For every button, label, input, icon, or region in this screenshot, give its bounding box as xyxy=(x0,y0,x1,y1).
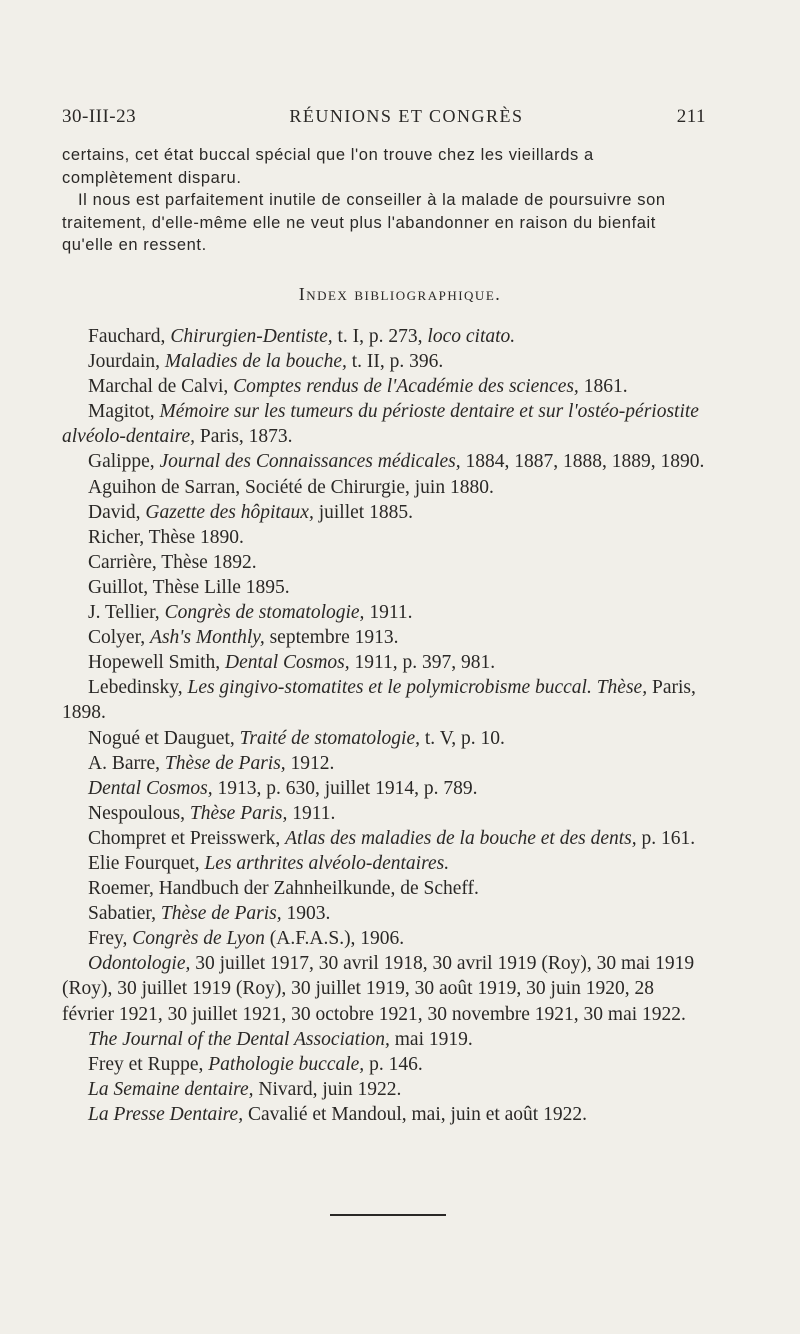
entry-title: Thèse de Paris, xyxy=(164,752,286,774)
entry-text: Jourdain, xyxy=(88,351,165,373)
entry-text: t. V, p. 10. xyxy=(420,727,505,749)
entry-title: Dental Cosmos, xyxy=(88,777,213,799)
entry-text: Nivard, juin 1922. xyxy=(253,1078,402,1100)
entry-title: Les gingivo-stomatites et le polymicrobisme buccal. Thèse, xyxy=(187,677,648,699)
entry-title: Chirurgien-Dentiste, xyxy=(170,326,333,347)
bibliography-entry xyxy=(62,600,706,625)
entry-text: Elie Fourquet, xyxy=(88,852,205,874)
bibliography-entry xyxy=(62,826,706,851)
entry-title: Congrès de stomatologie, xyxy=(164,602,365,624)
entry-text: septembre 1913. xyxy=(264,627,399,649)
entry-text: Marchal de Calvi, xyxy=(88,376,234,398)
entry-title: Mémoire sur les tumeurs du périoste dentaire et sur l'ostéo-périostite alvéolo-dentaire, xyxy=(62,401,699,448)
entry-text: juillet 1885. xyxy=(313,501,413,523)
entry-text: David, xyxy=(88,501,146,523)
bibliography-entry xyxy=(62,1102,706,1127)
entry-text: t. I, p. 273, xyxy=(332,326,428,347)
bibliography-entry xyxy=(62,876,706,901)
entry-text: 1911. xyxy=(287,802,336,824)
entry-text: Nogué et Dauguet, xyxy=(88,727,240,749)
intro-paragraph-1: certains, cet état buccal spécial que l'on trouve chez les vieillards a complètement disparu. xyxy=(62,146,594,187)
bibliography-entry xyxy=(62,449,706,474)
entry-title: Dental Cosmos, xyxy=(225,652,350,674)
bibliography-entry xyxy=(62,650,706,675)
intro-text xyxy=(62,144,706,257)
entry-title: Journal des Connaissances médicales, xyxy=(159,451,461,473)
entry-text: Carrière, Thèse 1892. xyxy=(88,551,257,573)
entry-text: Richer, Thèse 1890. xyxy=(88,526,244,548)
entry-text: Paris, 1873. xyxy=(195,426,293,448)
entry-text: 30 juillet 1917, 30 avril 1918, 30 avril 1919 (Roy), 30 mai 1919 (Roy), 30 juillet 1919 (Roy), 30 juillet 1919, 30 août 1919, 30 juin 1920, 28 février 1921, 30 juillet 1921, 30 octobre 1921, 30 novembre 1921, 30 mai 1922. xyxy=(62,953,695,1025)
bibliography-entry xyxy=(62,324,706,349)
entry-text: Frey et Ruppe, xyxy=(88,1053,209,1075)
entry-text: Fauchard, xyxy=(88,326,171,347)
entry-title: loco citato. xyxy=(427,326,516,347)
running-header xyxy=(62,106,706,128)
entry-title: Comptes rendus de l'Académie des sciences, xyxy=(233,376,579,398)
entry-text: Magitot, xyxy=(88,401,160,423)
closing-rule xyxy=(330,1214,446,1216)
entry-text: Frey, xyxy=(88,928,133,950)
entry-text: A. Barre, xyxy=(88,752,165,774)
bibliography-entry xyxy=(62,374,706,399)
bibliography-entry xyxy=(62,726,706,751)
bibliography-entry xyxy=(62,550,706,575)
header-date: 30-III-23 xyxy=(62,106,137,127)
entry-title: Maladies de la bouche, xyxy=(164,351,347,373)
entry-text: Aguihon de Sarran, Société de Chirurgie, juin 1880. xyxy=(88,476,494,498)
intro-paragraph-2: Il nous est parfaitement inutile de conseiller à la malade de poursuivre son traitement, d'elle-même elle ne veut plus l'abandonner en raison du bienfait qu'elle en ressent. xyxy=(62,191,666,254)
entry-text: Paris, 1898. xyxy=(62,677,696,724)
entry-text: mai 1919. xyxy=(389,1028,473,1050)
bibliography-entry xyxy=(62,926,706,951)
bibliography-entry xyxy=(62,951,706,1026)
bibliography-entry xyxy=(62,851,706,876)
bibliography-entry xyxy=(62,525,706,550)
bibliography-entry xyxy=(62,776,706,801)
entry-title: Pathologie buccale, xyxy=(208,1053,365,1075)
entry-title: The Journal of the Dental Association, xyxy=(88,1028,390,1050)
page-number: 211 xyxy=(676,106,706,127)
entry-text: Cavalié et Mandoul, mai, juin et août 1922. xyxy=(243,1103,587,1125)
entry-text: t. II, p. 396. xyxy=(346,351,444,373)
entry-title: La Presse Dentaire, xyxy=(88,1103,244,1125)
bibliography-list xyxy=(62,324,706,1127)
entry-text: Nespoulous, xyxy=(88,802,190,824)
entry-text: Roemer, Handbuch der Zahnheilkunde, de Scheff. xyxy=(88,878,479,900)
bibliography-entry xyxy=(62,349,706,374)
bibliography-entry xyxy=(62,500,706,525)
entry-text: p. 161. xyxy=(636,827,696,849)
bibliography-entry xyxy=(62,625,706,650)
entry-text: Chompret et Preisswerk, xyxy=(88,827,286,849)
bibliography-entry xyxy=(62,801,706,826)
entry-text: 1911. xyxy=(364,602,413,624)
bibliography-entry xyxy=(62,751,706,776)
bibliography-entry xyxy=(62,675,706,725)
bibliography-entry xyxy=(62,475,706,500)
bibliography-entry xyxy=(62,399,706,449)
entry-text: 1912. xyxy=(285,752,335,774)
entry-text: Galippe, xyxy=(88,451,160,473)
entry-text: Guillot, Thèse Lille 1895. xyxy=(88,576,290,598)
entry-title: Thèse de Paris, xyxy=(160,903,282,925)
bibliography-entry xyxy=(62,1052,706,1077)
entry-title: Thèse Paris, xyxy=(189,802,288,824)
entry-title: Gazette des hôpitaux, xyxy=(145,501,314,523)
entry-text: 1884, 1887, 1888, 1889, 1890. xyxy=(460,451,705,473)
entry-text: (A.F.A.S.), 1906. xyxy=(264,928,405,950)
header-title: RÉUNIONS ET CONGRÈS xyxy=(289,106,524,126)
bibliography-entry xyxy=(62,1077,706,1102)
bibliography-entry xyxy=(62,575,706,600)
entry-title: Atlas des maladies de la bouche et des dents, xyxy=(285,827,637,849)
entry-text: Sabatier, xyxy=(88,903,161,925)
entry-text: Hopewell Smith, xyxy=(88,652,226,674)
entry-title: Les arthrites alvéolo-dentaires. xyxy=(204,852,450,874)
entry-text: J. Tellier, xyxy=(88,602,165,624)
entry-text: 1861. xyxy=(578,376,628,398)
bibliography-entry xyxy=(62,1027,706,1052)
entry-title: Congrès de Lyon xyxy=(132,928,265,950)
bibliography-entry xyxy=(62,901,706,926)
entry-text: 1903. xyxy=(281,903,331,925)
entry-title: La Semaine dentaire, xyxy=(88,1078,254,1100)
entry-text: 1913, p. 630, juillet 1914, p. 789. xyxy=(212,777,478,799)
entry-title: Ash's Monthly, xyxy=(150,627,265,649)
section-title: Index bibliographique. xyxy=(298,284,502,304)
entry-title: Odontologie, xyxy=(88,953,191,975)
entry-text: 1911, p. 397, 981. xyxy=(349,652,496,674)
entry-text: Colyer, xyxy=(88,627,151,649)
entry-title: Traité de stomatologie, xyxy=(239,727,420,749)
entry-text: p. 146. xyxy=(364,1053,423,1075)
entry-text: Lebedinsky, xyxy=(88,677,188,699)
